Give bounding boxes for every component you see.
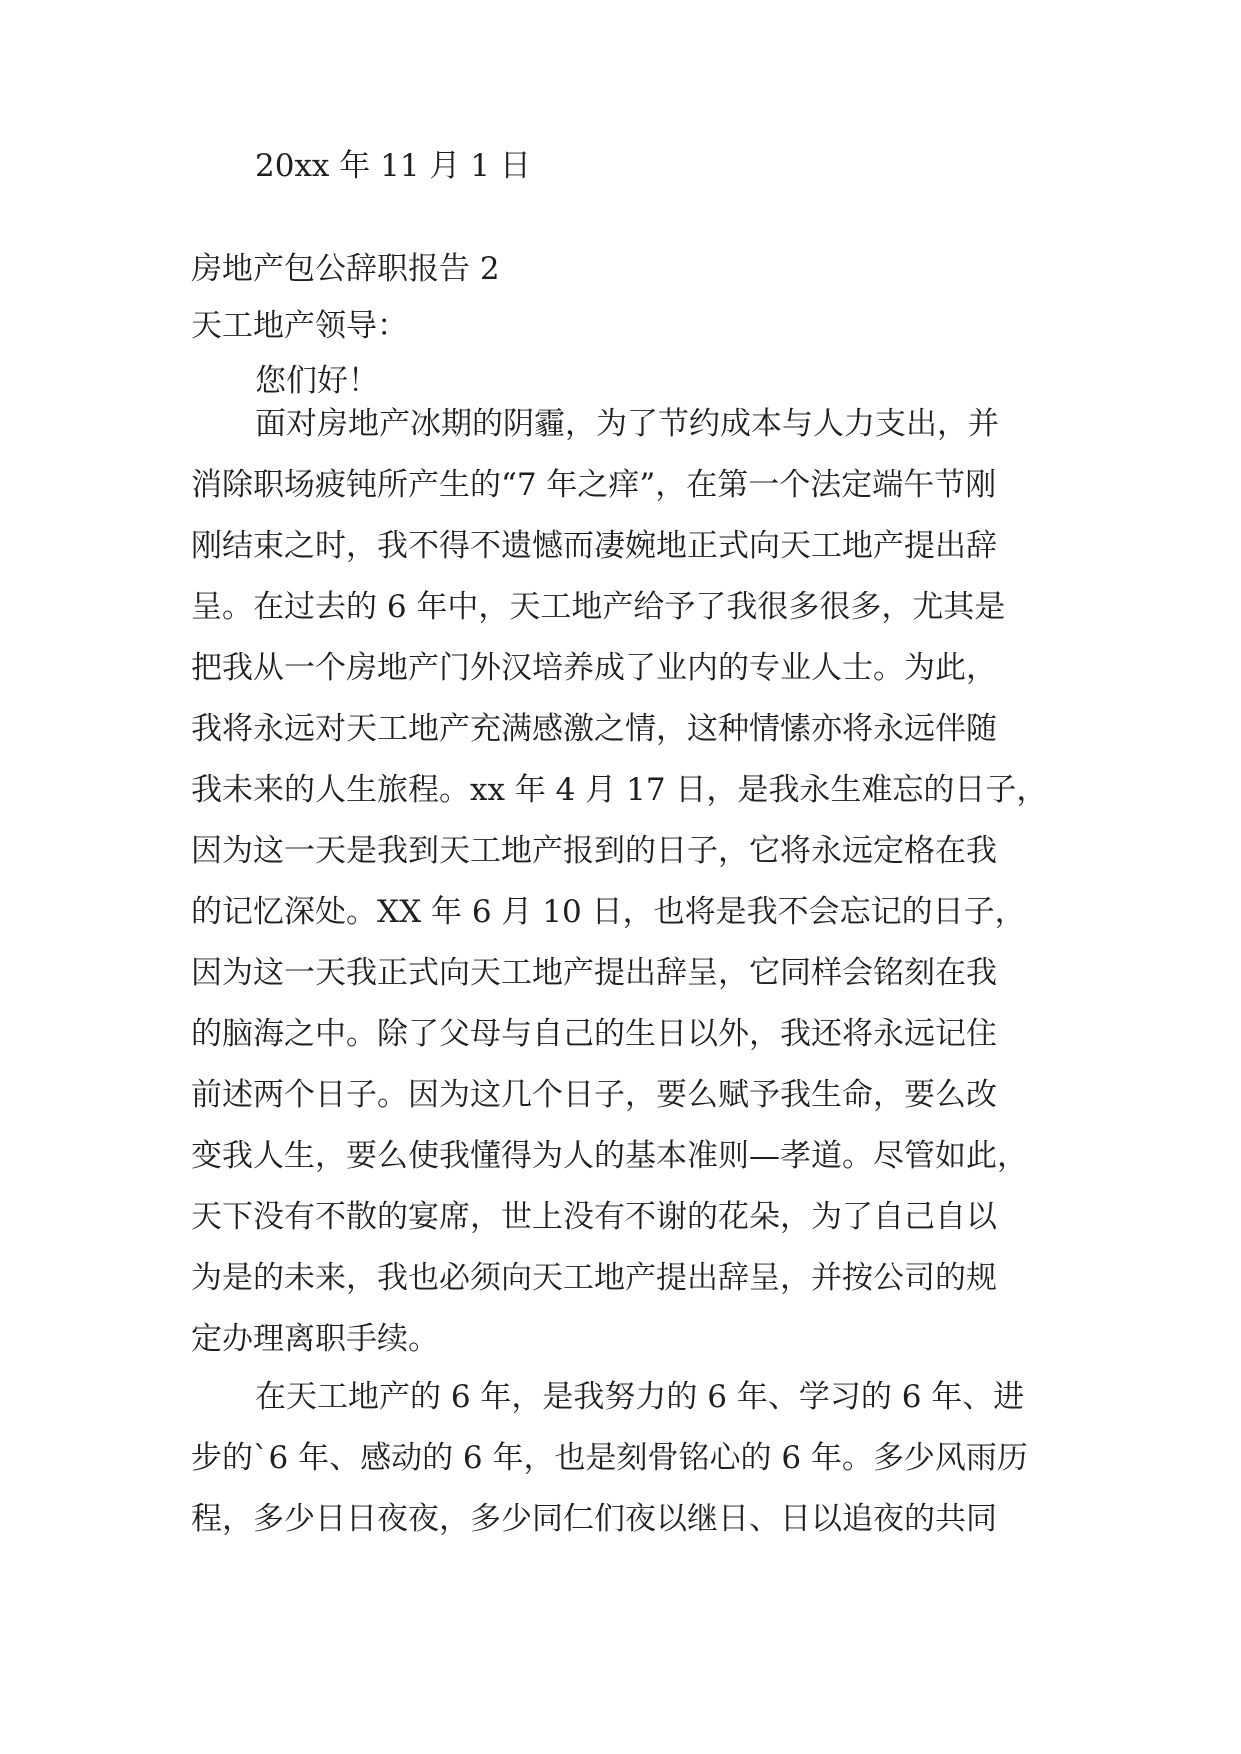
paragraph-line: 步的`6 年、感动的 6 年，也是刻骨铭心的 6 年。多少风雨历 bbox=[191, 1440, 1028, 1476]
paragraph-line: 的记忆深处。XX 年 6 月 10 日，也将是我不会忘记的日子， bbox=[191, 894, 1026, 930]
salutation: 天工地产领导： bbox=[191, 308, 408, 344]
paragraph-line: 刚结束之时，我不得不遗憾而凄婉地正式向天工地产提出辞 bbox=[191, 528, 997, 564]
paragraph-line: 的脑海之中。除了父母与自己的生日以外，我还将永远记住 bbox=[191, 1016, 997, 1052]
paragraph-1 bbox=[191, 398, 1071, 1374]
paragraph-line: 我将永远对天工地产充满感激之情，这种情愫亦将永远伴随 bbox=[191, 711, 997, 747]
paragraph-line: 面对房地产冰期的阴霾，为了节约成本与人力支出，并 bbox=[255, 406, 999, 442]
paragraph-line: 天下没有不散的宴席，世上没有不谢的花朵，为了自己自以 bbox=[191, 1199, 997, 1235]
paragraph-2 bbox=[191, 1371, 1071, 1554]
paragraph-line: 呈。在过去的 6 年中，天工地产给予了我很多很多，尤其是 bbox=[191, 589, 1006, 625]
paragraph-line: 为是的未来，我也必须向天工地产提出辞呈，并按公司的规 bbox=[191, 1260, 997, 1296]
paragraph-line: 程，多少日日夜夜，多少同仁们夜以继日、日以追夜的共同 bbox=[191, 1501, 997, 1537]
greeting: 您们好！ bbox=[255, 363, 379, 399]
paragraph-line: 定办理离职手续。 bbox=[191, 1321, 439, 1357]
paragraph-line: 我未来的人生旅程。xx 年 4 月 17 日，是我永生难忘的日子， bbox=[191, 772, 1048, 808]
paragraph-line: 因为这一天我正式向天工地产提出辞呈，它同样会铭刻在我 bbox=[191, 955, 997, 991]
paragraph-line: 在天工地产的 6 年，是我努力的 6 年、学习的 6 年、进 bbox=[255, 1379, 1025, 1415]
report-title: 房地产包公辞职报告 2 bbox=[191, 251, 500, 287]
date-line: 20xx 年 11 月 1 日 bbox=[255, 148, 531, 184]
paragraph-line: 把我从一个房地产门外汉培养成了业内的专业人士。为此， bbox=[191, 650, 997, 686]
paragraph-line: 因为这一天是我到天工地产报到的日子，它将永远定格在我 bbox=[191, 833, 997, 869]
paragraph-line: 消除职场疲钝所产生的“7 年之痒”，在第一个法定端午节刚 bbox=[191, 467, 997, 503]
paragraph-line: 前述两个日子。因为这几个日子，要么赋予我生命，要么改 bbox=[191, 1077, 997, 1113]
paragraph-line: 变我人生，要么使我懂得为人的基本准则—孝道。尽管如此， bbox=[191, 1138, 1028, 1174]
